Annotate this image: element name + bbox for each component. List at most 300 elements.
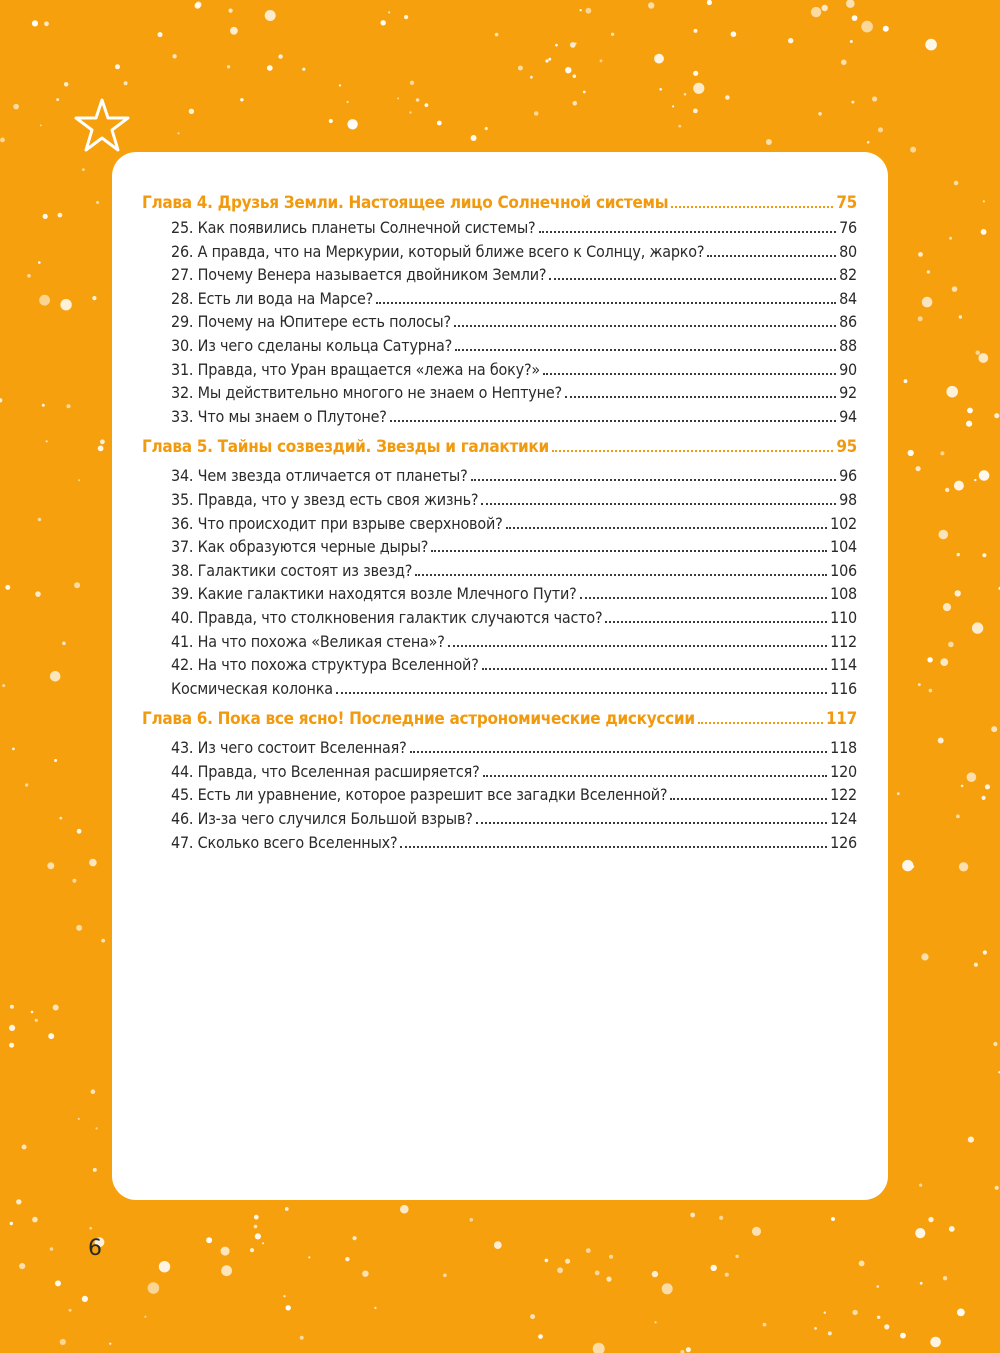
toc-item[interactable]: [142, 559, 857, 583]
snow-dot: [884, 1324, 889, 1329]
toc-item[interactable]: [142, 310, 857, 334]
toc-item-text: 38. Галактики состоят из звезд?: [171, 560, 413, 580]
snow-dot: [672, 105, 674, 107]
dot-leader: [549, 278, 836, 280]
dot-leader: [376, 302, 836, 304]
snow-dot: [64, 82, 69, 87]
toc-item-page: 108: [830, 584, 857, 604]
toc-item-page: 90: [839, 359, 857, 379]
snow-dot: [39, 295, 50, 306]
snow-dot: [943, 603, 951, 611]
toc-item-page: 126: [830, 832, 857, 852]
toc-item-text: 25. Как появились планеты Солнечной системы?: [171, 218, 536, 237]
snow-dot: [530, 76, 533, 79]
snow-dot: [229, 9, 233, 13]
toc-item-page: 114: [830, 655, 857, 675]
snow-dot: [22, 1145, 27, 1150]
snow-dot: [345, 1257, 349, 1261]
snow-dot: [416, 98, 420, 102]
snow-dot: [788, 38, 793, 43]
snow-dot: [400, 1205, 409, 1214]
snow-dot: [850, 40, 853, 43]
toc-item[interactable]: [142, 606, 857, 630]
snow-dot: [946, 386, 958, 398]
toc-item[interactable]: [142, 488, 857, 512]
toc-item-text: 31. Правда, что Уран вращается «лежа на боку?»: [171, 359, 541, 379]
snow-dot: [548, 58, 551, 61]
snow-dot: [852, 15, 858, 21]
toc-item[interactable]: [142, 216, 857, 240]
snow-dot: [648, 2, 654, 8]
dot-leader: [605, 621, 827, 623]
toc-item[interactable]: [142, 831, 857, 855]
toc-item[interactable]: [142, 512, 857, 536]
snow-dot: [693, 83, 704, 94]
snow-dot: [19, 1263, 25, 1269]
toc-item[interactable]: [142, 381, 857, 405]
snow-dot: [267, 65, 273, 71]
snow-dot: [89, 859, 97, 867]
snow-dot: [227, 65, 230, 68]
snow-dot: [545, 1259, 549, 1263]
chapter-5-heading[interactable]: [142, 434, 857, 460]
snow-dot: [425, 103, 429, 107]
toc-item[interactable]: [142, 405, 857, 429]
snow-dot: [654, 54, 664, 64]
snow-dot: [410, 81, 414, 85]
snow-dot: [707, 0, 712, 5]
snow-dot: [916, 466, 921, 471]
toc-item-page: 88: [839, 335, 857, 355]
snow-dot: [48, 1033, 54, 1039]
snow-dot: [250, 1248, 254, 1252]
snow-dot: [0, 398, 2, 402]
snow-dot: [927, 657, 932, 662]
toc-item-page: 98: [839, 489, 857, 509]
snow-dot: [195, 3, 201, 9]
snow-dot: [82, 168, 85, 171]
chapter-title: Глава 5. Тайны созвездий. Звезды и галактики: [142, 437, 549, 458]
snow-dot: [814, 1327, 817, 1330]
snow-dot: [961, 785, 964, 788]
toc-item-text: 46. Из-за чего случился Большой взрыв?: [171, 809, 473, 829]
snow-dot: [684, 93, 687, 96]
snow-dot: [339, 84, 341, 86]
snow-dot: [518, 66, 523, 71]
snow-dot: [851, 101, 854, 104]
dot-leader: [707, 255, 836, 257]
snow-dot: [824, 1312, 826, 1314]
snow-dot: [255, 1233, 261, 1239]
snow-dot: [957, 553, 960, 556]
snow-dot: [5, 585, 10, 590]
snow-dot: [959, 862, 968, 871]
dot-leader: [670, 798, 827, 800]
toc-item-text: 40. Правда, что столкновения галактик случаются часто?: [171, 607, 603, 627]
snow-dot: [54, 759, 57, 762]
snow-dot: [852, 1310, 857, 1315]
snow-dot: [918, 252, 923, 257]
snow-dot: [922, 297, 933, 308]
snow-dot: [31, 1011, 34, 1014]
toc-item-text: 30. Из чего сделаны кольца Сатурна?: [171, 335, 453, 355]
snow-dot: [991, 726, 997, 732]
chapter-6-heading[interactable]: [142, 706, 857, 732]
snow-dot: [240, 98, 243, 101]
toc-item-text: 47. Сколько всего Вселенных?: [171, 832, 398, 852]
snow-dot: [76, 925, 82, 931]
toc-item-page: 124: [830, 809, 857, 829]
snow-dot: [570, 42, 576, 48]
snow-dot: [10, 1005, 14, 1009]
snow-dot: [955, 590, 961, 596]
snow-dot: [846, 0, 855, 8]
dot-leader: [400, 846, 827, 848]
toc-item-text: 45. Есть ли уравнение, которое разрешит все загадки Вселенной?: [171, 785, 668, 805]
snow-dot: [611, 33, 614, 36]
toc-item-text: 42. На что похожа структура Вселенной?: [171, 655, 479, 675]
snow-dot: [949, 237, 952, 240]
snow-dot: [921, 953, 928, 960]
toc-item-page: 94: [839, 406, 857, 426]
toc-item-text: Космическая колонка: [171, 678, 333, 698]
snow-dot: [254, 1225, 258, 1229]
dot-leader: [565, 396, 836, 398]
chapter-title: Глава 4. Друзья Земли. Настоящее лицо Солнечной системы: [142, 193, 669, 213]
toc-item-text: 39. Какие галактики находятся возле Млечного Пути?: [171, 584, 577, 604]
snow-dot: [89, 1227, 92, 1230]
dot-leader: [483, 775, 828, 777]
snow-dot: [72, 879, 76, 883]
dot-leader: [552, 450, 833, 452]
snow-dot: [495, 33, 499, 37]
snow-dot: [900, 1333, 906, 1339]
toc-item-page: 82: [839, 265, 857, 285]
toc-item-page: 92: [839, 383, 857, 403]
snow-dot: [13, 104, 19, 110]
toc-item[interactable]: [142, 630, 857, 654]
toc-item-text: 32. Мы действительно многого не знаем о Нептуне?: [171, 383, 562, 403]
snow-dot: [957, 1309, 965, 1317]
toc-item-page: 102: [830, 513, 857, 533]
toc-item[interactable]: [142, 287, 857, 311]
snow-dot: [278, 54, 282, 58]
toc-item[interactable]: [142, 807, 857, 831]
snow-dot: [221, 1247, 230, 1256]
snow-dot: [285, 1207, 289, 1211]
snow-dot: [686, 1347, 691, 1352]
toc-item-text: 28. Есть ли вода на Марсе?: [171, 288, 374, 308]
snow-dot: [919, 1184, 922, 1187]
toc-item-text: 33. Что мы знаем о Плутоне?: [171, 406, 387, 426]
snow-dot: [948, 642, 954, 648]
snow-dot: [954, 181, 959, 186]
snow-dot: [662, 1283, 673, 1294]
toc-item-text: 43. Из чего состоит Вселенная?: [171, 738, 407, 758]
snow-dot: [10, 1222, 13, 1225]
snow-dot: [981, 229, 987, 235]
snow-dot: [915, 1228, 925, 1238]
snow-dot: [967, 408, 973, 414]
snow-dot: [993, 1042, 997, 1046]
snow-dot: [859, 1261, 865, 1267]
snow-dot: [878, 127, 883, 132]
snow-dot: [982, 796, 986, 800]
snow-dot: [995, 1186, 999, 1190]
snow-dot: [545, 59, 548, 62]
toc-item[interactable]: [142, 358, 857, 382]
snow-dot: [43, 214, 48, 219]
snow-dot: [74, 582, 80, 588]
snow-dot: [872, 96, 877, 101]
toc-item-page: 118: [830, 738, 857, 758]
toc-item-page: 76: [839, 218, 857, 237]
snow-dot: [47, 862, 54, 869]
snow-dot: [538, 1334, 543, 1339]
snow-dot: [78, 1118, 80, 1120]
snow-dot: [693, 71, 698, 76]
snow-dot: [25, 783, 28, 786]
snow-dot: [60, 1339, 66, 1345]
snow-dot: [586, 8, 592, 14]
snow-dot: [904, 379, 908, 383]
snow-dot: [972, 622, 983, 633]
snow-dot: [409, 111, 411, 113]
snow-dot: [693, 109, 698, 114]
snow-dot: [347, 101, 349, 103]
toc-item-text: 36. Что происходит при взрыве сверхновой?: [171, 513, 503, 533]
snow-dot: [12, 748, 15, 751]
snow-dot: [46, 440, 48, 442]
toc-item-text: 41. На что похожа «Великая стена»?: [171, 631, 445, 651]
snow-dot: [534, 111, 539, 116]
snow-dot: [2, 684, 5, 687]
snow-dot: [968, 1137, 974, 1143]
dot-leader: [471, 479, 837, 481]
toc-item[interactable]: [142, 736, 857, 760]
snow-dot: [867, 141, 870, 144]
snow-dot: [967, 772, 977, 782]
toc-item-page: 80: [839, 241, 857, 261]
snow-dot: [158, 32, 163, 37]
star-icon: [72, 96, 132, 156]
snow-dot: [494, 1241, 502, 1249]
snow-dot: [978, 353, 988, 363]
dot-leader: [580, 597, 828, 599]
toc-item[interactable]: [142, 760, 857, 784]
toc-item-text: 27. Почему Венера называется двойником Земли?: [171, 265, 547, 285]
snow-dot: [38, 518, 42, 522]
toc-item[interactable]: [142, 263, 857, 287]
toc-item-text: 26. А правда, что на Меркурии, который ближе всего к Солнцу, жарко?: [171, 241, 705, 261]
snow-dot: [877, 1285, 880, 1288]
toc-item-page: 122: [830, 785, 857, 805]
snow-dot: [974, 479, 976, 481]
toc-item[interactable]: [142, 783, 857, 807]
dot-leader: [415, 574, 827, 576]
snow-dot: [42, 404, 45, 407]
snow-dot: [735, 1255, 738, 1258]
snow-dot: [925, 39, 937, 51]
toc-item-page: 110: [830, 607, 857, 627]
snow-dot: [265, 10, 276, 21]
snow-dot: [388, 11, 390, 13]
snow-dot: [725, 1273, 729, 1277]
toc-item-page: 96: [839, 466, 857, 486]
snow-dot: [96, 1127, 98, 1129]
snow-dot: [381, 20, 386, 25]
snow-dot: [374, 1307, 376, 1309]
snow-dot: [35, 591, 41, 597]
snow-dot: [308, 1256, 310, 1258]
toc-item[interactable]: [142, 535, 857, 559]
snow-dot: [437, 121, 442, 126]
toc-item[interactable]: [142, 653, 857, 677]
snow-dot: [124, 81, 128, 85]
toc-item[interactable]: [142, 334, 857, 358]
snow-dot: [443, 1274, 447, 1278]
snow-dot: [573, 74, 577, 78]
snow-dot: [0, 138, 5, 143]
snow-dot: [994, 413, 999, 418]
snow-dot: [283, 1295, 285, 1297]
snow-dot: [77, 829, 82, 834]
snow-dot: [254, 1215, 259, 1220]
snow-dot: [763, 1323, 767, 1327]
snow-dot: [954, 481, 964, 491]
snow-dot: [938, 738, 944, 744]
snow-dot: [53, 1005, 59, 1011]
snow-dot: [38, 261, 41, 264]
snow-dot: [725, 95, 730, 100]
dot-leader: [698, 722, 823, 724]
snow-dot: [557, 1267, 563, 1273]
snow-dot: [902, 860, 913, 871]
snow-dot: [910, 147, 916, 153]
snow-dot: [565, 67, 571, 73]
snow-dot: [982, 553, 986, 557]
snow-dot: [50, 671, 61, 682]
snow-dot: [949, 1226, 955, 1232]
snow-dot: [731, 31, 737, 37]
table-of-contents: [142, 190, 857, 854]
snow-dot: [144, 1316, 146, 1318]
snow-dot: [918, 683, 921, 686]
dot-leader: [448, 645, 827, 647]
snow-dot: [178, 132, 180, 134]
snow-dot: [353, 1236, 357, 1240]
toc-item-page: 116: [830, 678, 857, 698]
snow-dot: [943, 1276, 947, 1280]
toc-item-page: 106: [830, 560, 857, 580]
snow-dot: [959, 315, 962, 318]
snow-dot: [694, 29, 698, 33]
snow-dot: [920, 1282, 923, 1285]
snow-dot: [172, 54, 176, 58]
snow-dot: [55, 1280, 61, 1286]
toc-item-text: 34. Чем звезда отличается от планеты?: [171, 466, 468, 486]
snow-dot: [62, 642, 66, 646]
snow-dot: [861, 21, 873, 33]
snow-dot: [678, 125, 681, 128]
snow-dot: [655, 1321, 657, 1323]
chapter-4-heading[interactable]: [142, 190, 857, 216]
dot-leader: [410, 751, 828, 753]
snow-dot: [974, 963, 978, 967]
snow-dot: [979, 470, 990, 481]
snow-dot: [9, 1043, 14, 1048]
snow-dot: [302, 68, 305, 71]
snow-dot: [593, 1343, 605, 1353]
chapter-title: Глава 6. Пока все ясно! Последние астрономические дискуссии: [142, 709, 695, 730]
snow-dot: [966, 421, 972, 427]
snow-dot: [752, 1227, 761, 1236]
toc-item[interactable]: [142, 582, 857, 606]
toc-item-text: 37. Как образуются черные дыры?: [171, 537, 429, 557]
snow-dot: [600, 59, 603, 62]
snow-dot: [583, 91, 586, 94]
dot-leader: [454, 325, 836, 327]
snow-dot: [956, 815, 960, 819]
dot-leader: [539, 231, 837, 233]
snow-dot: [347, 119, 357, 129]
snow-dot: [841, 60, 847, 66]
toc-item-text: 44. Правда, что Вселенная расширяется?: [171, 761, 480, 781]
snow-dot: [40, 124, 42, 126]
toc-item-page: 120: [830, 761, 857, 781]
snow-dot: [96, 201, 99, 204]
snow-dot: [98, 446, 104, 452]
snow-dot: [897, 792, 900, 795]
snow-dot: [940, 451, 944, 455]
toc-item[interactable]: [142, 677, 857, 701]
snow-dot: [766, 139, 772, 145]
snow-dot: [91, 1089, 96, 1094]
snow-dot: [877, 1316, 880, 1319]
dot-leader: [455, 349, 836, 351]
dot-leader: [336, 692, 827, 694]
toc-item-text: 35. Правда, что у звезд есть своя жизнь?: [171, 489, 479, 509]
toc-item[interactable]: [142, 240, 857, 264]
snow-dot: [206, 1237, 212, 1243]
snow-dot: [262, 1242, 264, 1244]
snow-dot: [606, 1277, 611, 1282]
snow-dot: [952, 286, 958, 292]
toc-item-page: 84: [839, 288, 857, 308]
snow-dot: [32, 20, 38, 26]
snow-dot: [609, 1255, 613, 1259]
snow-dot: [818, 112, 822, 116]
dot-leader: [431, 550, 827, 552]
snow-dot: [927, 270, 930, 273]
snow-dot: [16, 1199, 21, 1204]
snow-dot: [329, 119, 333, 123]
snow-dot: [711, 1265, 717, 1271]
snow-dot: [822, 5, 828, 11]
snow-dot: [230, 27, 238, 35]
snow-dot: [44, 21, 49, 26]
toc-item[interactable]: [142, 464, 857, 488]
snow-dot: [159, 1261, 170, 1272]
snow-dot: [58, 213, 63, 218]
dot-leader: [671, 206, 833, 208]
snow-dot: [69, 1309, 72, 1312]
snow-dot: [690, 1213, 695, 1218]
snow-dot: [930, 1337, 941, 1348]
snow-dot: [189, 109, 194, 114]
snow-dot: [939, 530, 949, 540]
snow-dot: [831, 1217, 835, 1221]
